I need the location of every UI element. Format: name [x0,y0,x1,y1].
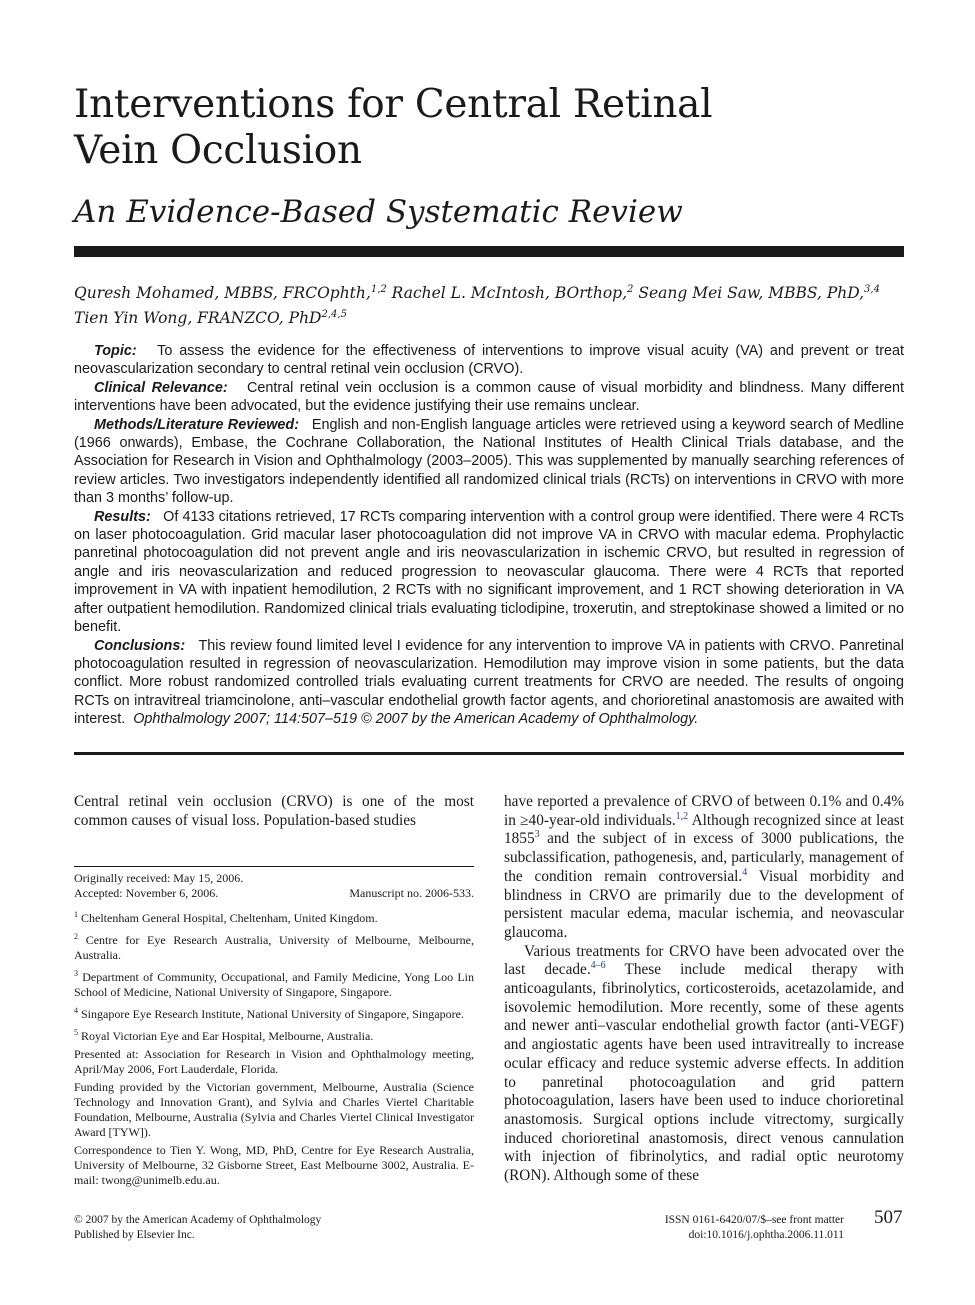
abstract-relevance [74,379,904,416]
copyright-line: © 2007 by the American Academy of Ophthalmology [74,1214,322,1226]
body-paragraph: Central retinal vein occlusion (CRVO) is one of the most common causes of visual loss. Population-based studies [74,793,474,829]
page-number: 507 [874,1207,903,1228]
author-name: Tien Yin Wong, FRANZCO, PhD [74,309,322,328]
affiliation-number: 5 [74,1028,78,1037]
abstract-text: To assess the evidence for the effectiveness of interventions to improve visual acuity (VA) and prevent or treat neovascularization secondary to central retinal vein occlusion (CRVO). [74,343,904,378]
affiliation-text: Cheltenham General Hospital, Cheltenham, United Kingdom. [81,911,378,925]
page-footer-left [74,1213,321,1243]
abstract-topic [74,342,904,379]
author-affiliation-ref: 1,2 [370,284,387,295]
page-footer-right [634,1213,844,1243]
reference-link[interactable]: 1,2 [675,810,689,822]
abstract-divider [74,752,904,755]
funding-note: Funding provided by the Victorian government, Melbourne, Australia (Science Technology and Innovation Grant), and Sylvia and Charles Viertel Charitable Foundation, Melbourne, Australia (Sylvia and Charles Viertel Clinical Investigator Award [TYW]). [74,1080,474,1139]
body-paragraph [504,943,904,1186]
abstract-conclusions [74,637,904,729]
body-text-run: Visual morbidity and blindness in CRVO are primarily due to the development of persistent macular edema, macular ischemia, and neovascular glaucoma. [504,867,905,941]
title-divider [74,246,904,257]
body-text-run: Various treatments for CRVO have been advocated over the last decade. [504,942,904,979]
author-affiliation-ref: 2 [627,284,634,295]
affiliation [74,966,474,1000]
article-title: Interventions for Central Retinal Vein Occlusion [74,82,713,173]
abstract-label: Results: [94,508,151,525]
footnote-divider [74,866,474,867]
author-name: Rachel L. McIntosh, BOrthop, [391,284,628,303]
abstract-label: Clinical Relevance: [94,379,228,396]
author-name: Quresh Mohamed, MBBS, FRCOphth, [74,284,371,303]
affiliation-text: Singapore Eye Research Institute, National University of Singapore, Singapore. [81,1007,464,1021]
abstract [74,342,904,729]
manuscript-number: Manuscript no. 2006-533. [349,886,474,900]
doi-line: doi:10.1016/j.ophtha.2006.11.011 [688,1229,844,1241]
received-date: Originally received: May 15, 2006. [74,871,244,885]
body-column-right [504,793,904,1186]
affiliation-text: Royal Victorian Eye and Ear Hospital, Melbourne, Australia. [81,1029,374,1043]
body-text-run: Although recognized since at least 1855 [504,811,904,848]
affiliation-number: 1 [74,910,78,919]
publisher-line: Published by Elsevier Inc. [74,1229,195,1241]
affiliation-number: 4 [74,1006,78,1015]
presentation-note: Presented at: Association for Research in Vision and Ophthalmology meeting, April/May 2006, Fort Lauderdale, Florida. [74,1047,474,1076]
abstract-methods [74,416,904,508]
correspondence-note: Correspondence to Tien Y. Wong, MD, PhD, Centre for Eye Research Australia, University of Melbourne, 32 Gisborne Street, East Melbourne 3002, Australia. E-mail: twong@unimelb.edu.au. [74,1143,474,1187]
body-text-run: have reported a prevalence of CRVO of between 0.1% and 0.4% in ≥40-year-old individuals. [504,793,904,829]
affiliation [74,1025,474,1044]
reference-link[interactable]: 3 [534,829,540,841]
affiliation [74,929,474,963]
affiliation [74,907,474,926]
abstract-label: Conclusions: [94,637,186,654]
author-name: Seang Mei Saw, MBBS, PhD, [638,284,865,303]
abstract-label: Methods/Literature Reviewed: [94,416,299,433]
journal-citation: Ophthalmology 2007; 114:507–519 © 2007 by the American Academy of Ophthalmology. [133,711,699,728]
body-text-run: and the subject of in excess of 3000 publications, the subclassification, pathogenesis, and, particularly, management of the condition remain controversial. [504,830,904,885]
abstract-text: This review found limited level I evidence for any intervention to improve VA in patients with CRVO. Panretinal photocoagulation resulted in regression of neovascularization. Hemodilution may improve vision in some patients, but the data conflict. More robust randomized controlled trials evaluating current treatments for CRVO are needed. The results of ongoing RCTs on intravitreal triamcinolone, anti–vascular endothelial growth factor agents, and chorioretinal anastomosis are awaited with interest. [74,637,904,728]
issn-line: ISSN 0161-6420/07/$–see front matter [664,1214,844,1226]
abstract-results [74,508,904,637]
reference-link[interactable]: 4–6 [590,960,606,972]
accepted-row [74,886,474,901]
abstract-label: Topic: [94,343,137,359]
author-affiliation-ref: 3,4 [864,284,880,295]
affiliation [74,1003,474,1022]
author-list [74,279,904,329]
affiliation-number: 2 [74,932,78,941]
body-text-run: These include medical therapy with anticoagulants, fibrinolytics, corticosteroids, acetazolamide, and isovolemic hemodilution. More recently, some of these agents and newer anti–vascular endothelial growth factor (anti-VEGF) and angiostatic agents have been used intravitreally to increase ocular efficacy and reduce systemic adverse effects. In addition to panretinal photocoagulation and grid pattern photocoagulation, lasers have been used to induce chorioretinal anastomosis. Surgical options include vitrectomy, surgically induced chorioretinal anastomosis, direct venous cannulation with injection of fibrinolytics, and radial optic neurotomy (RON). Although some of these [504,961,904,1185]
reference-link[interactable]: 4 [742,866,748,878]
affiliation-text: Department of Community, Occupational, and Family Medicine, Yong Loo Lin School of Medicine, National University of Singapore, Singapore. [74,970,474,999]
article-page [74,0,904,1305]
abstract-text: Central retinal vein occlusion is a common cause of visual morbidity and blindness. Many different interventions have been advocated, but the evidence justifying their use remains unclear. [74,379,904,415]
article-subtitle: An Evidence-Based Systematic Review [74,194,683,230]
abstract-text: Of 4133 citations retrieved, 17 RCTs comparing intervention with a control group were identified. There were 4 RCTs on laser photocoagulation. Grid macular laser photocoagulation did not improve VA in CRVO with macular edema. Prophylactic panretinal photocoagulation did not prevent angle and iris neovascularization in ischemic CRVO, but resulted in regression of angle and iris neovascularization and reduced progression to neovascular glaucoma. There were 4 RCTs that reported improvement in VA with inpatient hemodilution, 2 RCTs with no significant improvement, and 1 RCT showing deterioration in VA after outpatient hemodilution. Randomized clinical trials evaluating ticlodipine, troxerutin, and streptokinase showed a limited or no benefit. [74,508,904,636]
affiliation-number: 3 [74,969,78,978]
footnotes [74,871,474,1191]
accepted-date: Accepted: November 6, 2006. [74,886,219,900]
abstract-text: English and non-English language articles were retrieved using a keyword search of Medline (1966 onwards), Embase, the Cochrane Collaboration, the National Institutes of Health Clinical Trials database, and the Association for Research in Vision and Ophthalmology (2003–2005). This was supplemented by manually searching references of review articles. Two investigators independently identified all randomized clinical trials (RCTs) on interventions in CRVO with more than 3 months’ follow-up. [74,416,904,507]
author-affiliation-ref: 2,4,5 [321,309,347,321]
affiliation-text: Centre for Eye Research Australia, University of Melbourne, Melbourne, Australia. [74,933,474,962]
body-column-left [74,793,474,830]
body-paragraph [504,793,904,943]
